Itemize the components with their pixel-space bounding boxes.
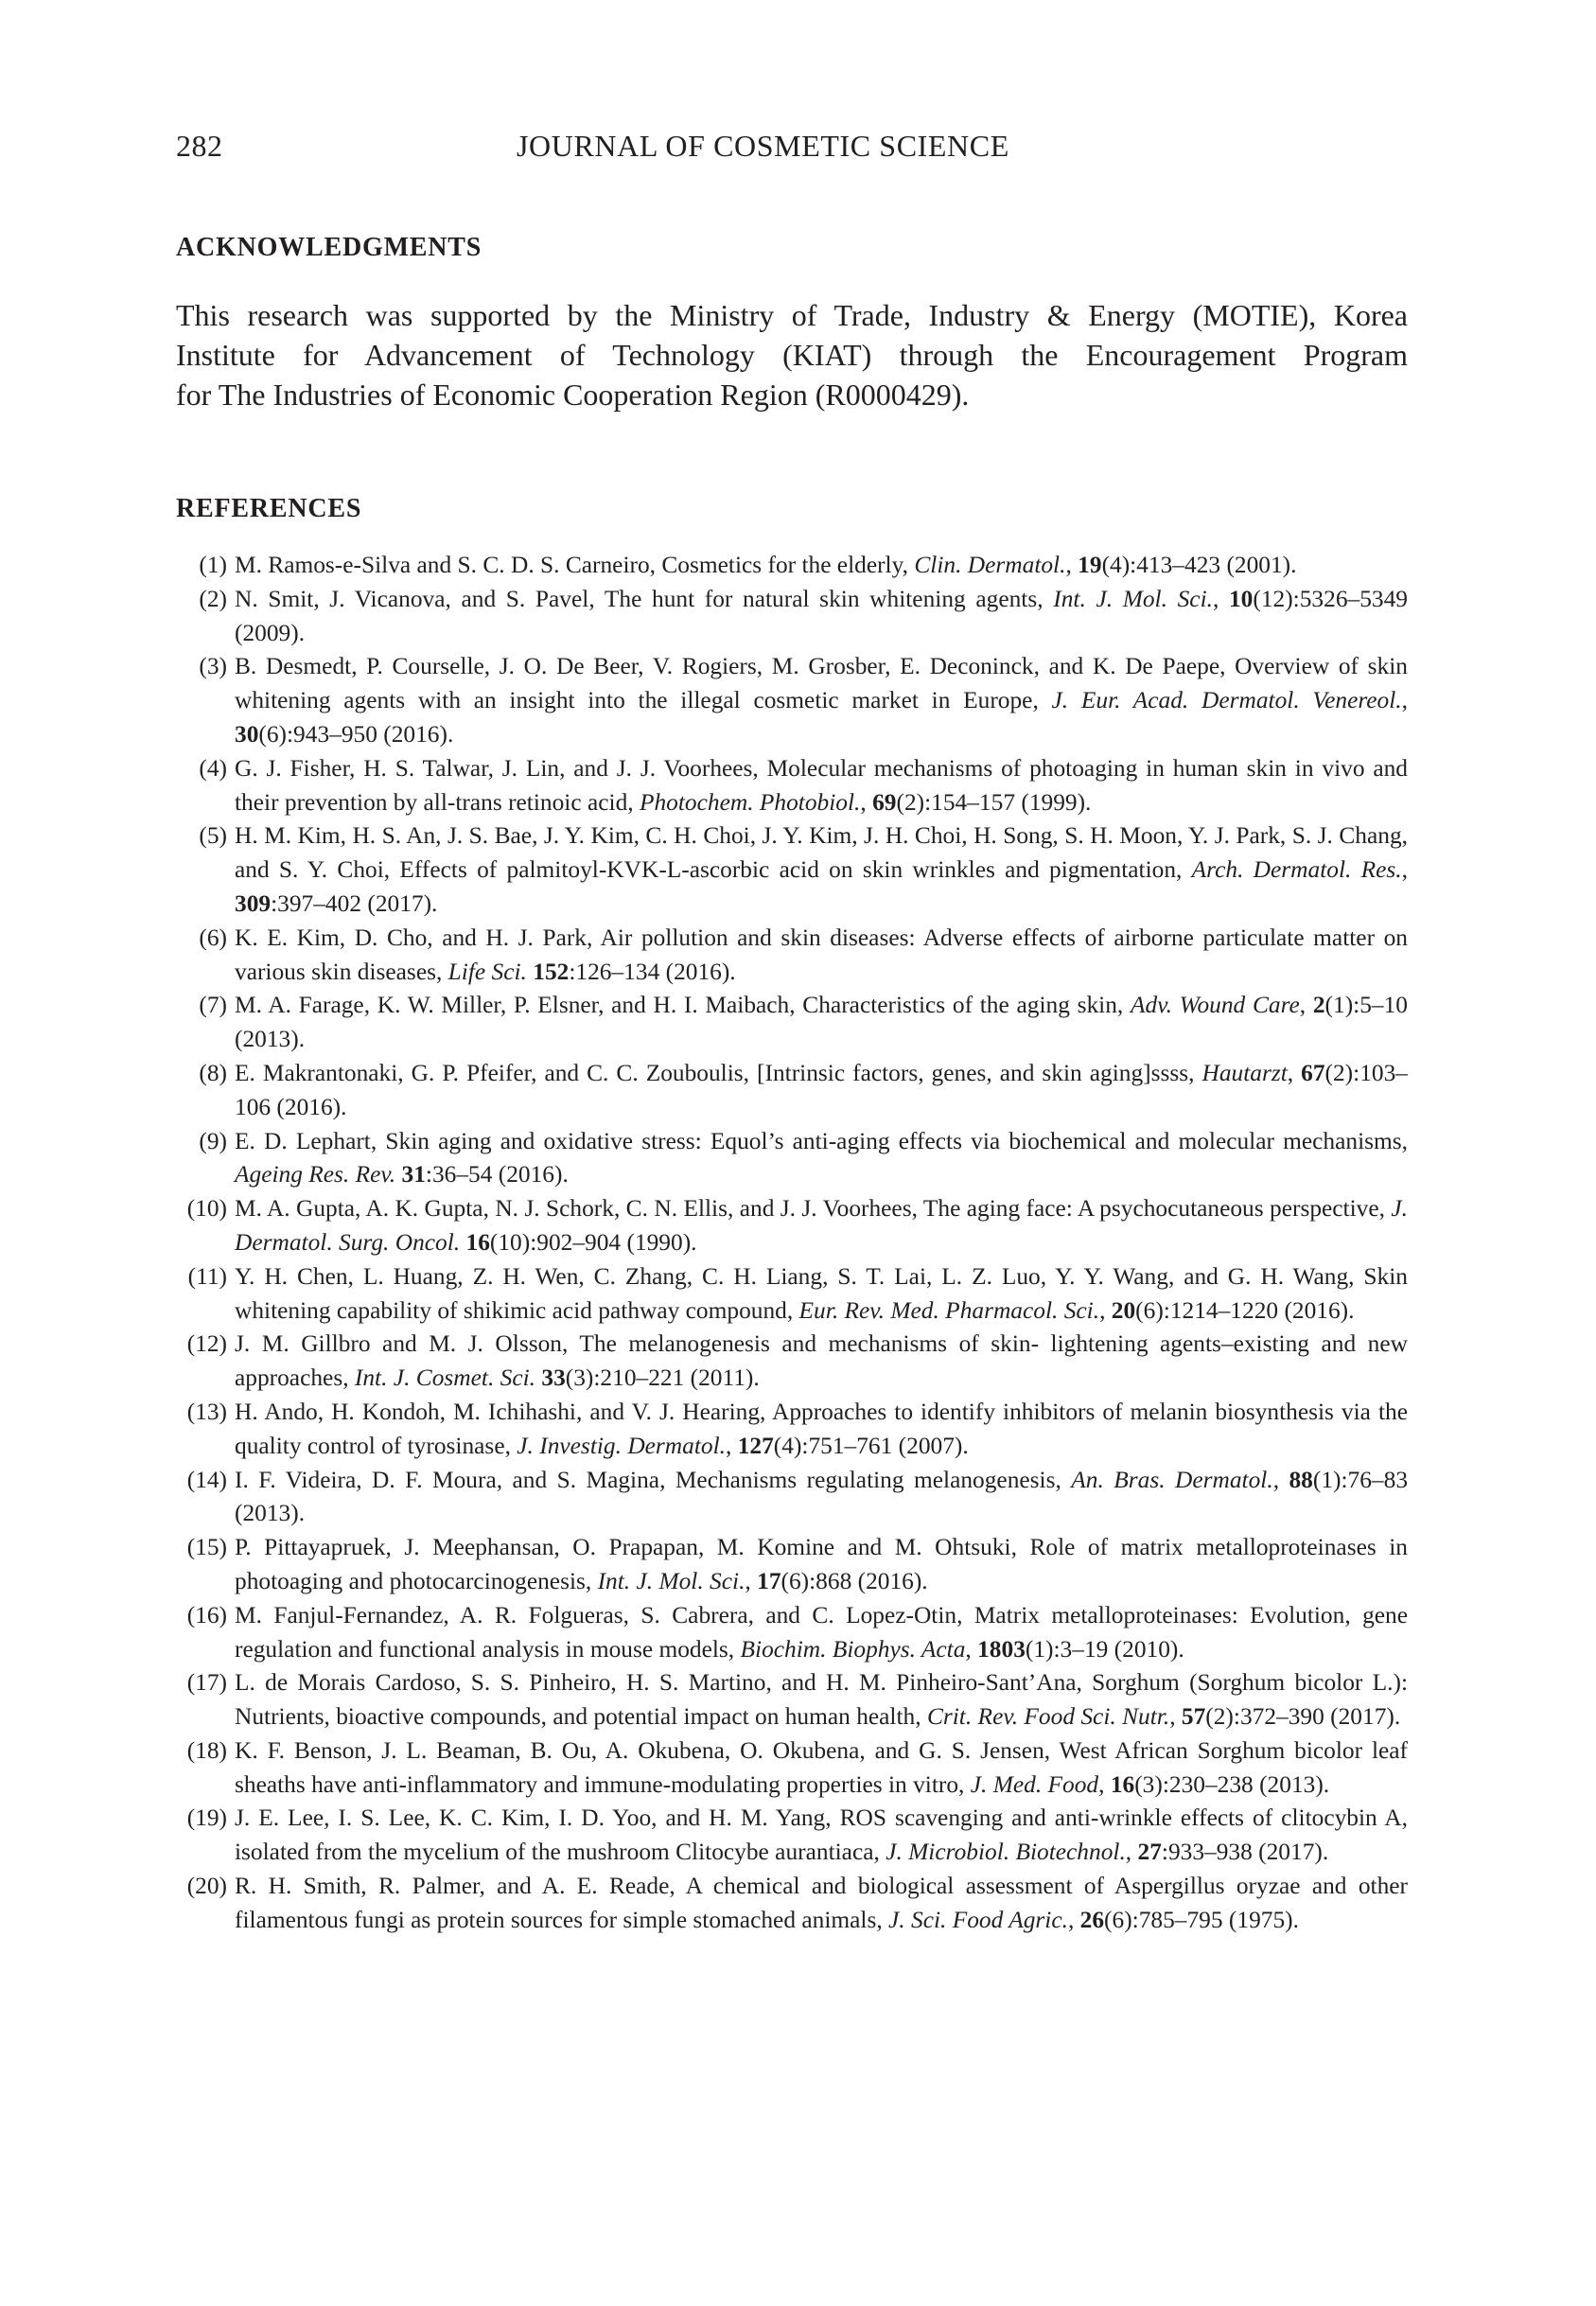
reference-list — [176, 549, 1408, 1938]
reference-journal: Eur. Rev. Med. Pharmacol. Sci. — [798, 1296, 1100, 1324]
reference-authors-title: H. M. Kim, H. S. An, J. S. Bae, J. Y. Kim, C. H. Choi, J. Y. Kim, J. H. Choi, H. Song, S. H. Moon, Y. J. Park, S. J. Chang, and S. Y. Choi, Effects of palmitoyl-KVK-L-ascorbic acid on skin wrinkles and pigmentation, — [235, 822, 1408, 884]
reference-number: (4) — [199, 754, 227, 782]
reference-text — [235, 1328, 1408, 1396]
reference-journal: Photochem. Photobiol. — [639, 788, 861, 816]
reference-separator: , — [1169, 1703, 1182, 1731]
reference-issue-pages: (2):372–390 (2017). — [1205, 1703, 1401, 1731]
page-number: 282 — [176, 129, 223, 163]
reference-authors-title: K. E. Kim, D. Cho, and H. J. Park, Air pollution and skin diseases: Adverse effects of airborne particulate matter on various skin diseases, — [235, 924, 1408, 985]
reference-issue-pages: (6):785–795 (1975). — [1104, 1906, 1299, 1933]
reference-journal: An. Bras. Dermatol. — [1071, 1466, 1273, 1493]
reference-volume: 20 — [1111, 1296, 1136, 1324]
reference-issue-pages: (1):5–10 (2013). — [235, 992, 1408, 1053]
reference-number: (13) — [186, 1398, 227, 1425]
reference-issue-pages: (1):76–83 (2013). — [235, 1466, 1409, 1527]
reference-journal: Int. J. Mol. Sci. — [597, 1567, 745, 1594]
reference-authors-title: M. Ramos-e-Silva and S. C. D. S. Carneiro, Cosmetics for the elderly, — [235, 552, 915, 578]
reference-number: (17) — [186, 1669, 227, 1697]
reference-separator: , — [745, 1567, 758, 1594]
reference-journal: Ageing Res. Rev. — [235, 1161, 396, 1188]
reference-issue-pages: (2):154–157 (1999). — [896, 788, 1092, 816]
reference-item — [176, 1599, 1408, 1667]
reference-volume: 152 — [533, 958, 570, 985]
reference-item — [176, 1057, 1408, 1125]
reference-separator: , — [1065, 552, 1079, 578]
reference-issue-pages: (4):751–761 (2007). — [773, 1432, 969, 1459]
reference-item — [176, 1531, 1408, 1599]
reference-text — [235, 1531, 1408, 1599]
reference-separator: , — [1099, 1296, 1112, 1324]
journal-title: JOURNAL OF COSMETIC SCIENCE — [517, 129, 1009, 163]
reference-text — [235, 989, 1408, 1057]
reference-item — [176, 1464, 1408, 1532]
acknowledgments-line: Institute for Advancement of Technology (KIAT) through the Encouragement Program — [176, 338, 1408, 372]
reference-issue-pages: (1):3–19 (2010). — [1025, 1635, 1184, 1663]
reference-text — [235, 819, 1408, 921]
reference-volume: 1803 — [977, 1635, 1026, 1663]
reference-volume: 67 — [1301, 1059, 1325, 1086]
reference-authors-title: M. A. Gupta, A. K. Gupta, N. J. Schork, C. N. Ellis, and J. J. Voorhees, The aging face: A psychocutaneous perspective, — [235, 1195, 1392, 1223]
reference-issue-pages: (6):943–950 (2016). — [258, 720, 454, 748]
reference-authors-title: E. Makrantonaki, G. P. Pfeifer, and C. C. Zouboulis, [Intrinsic factors, genes, and skin aging]ssss, — [235, 1059, 1202, 1086]
reference-authors-title: Y. H. Chen, L. Huang, Z. H. Wen, C. Zhang, C. H. Liang, S. T. Lai, L. Z. Luo, Y. Y. Wang, and G. H. Wang, Skin whitening capability of shikimic acid pathway compound, — [235, 1262, 1408, 1324]
reference-text — [235, 549, 1408, 583]
reference-item — [176, 922, 1408, 990]
reference-authors-title: P. Pittayapruek, J. Meephansan, O. Prapapan, M. Komine and M. Ohtsuki, Role of matrix metalloproteinases in photoaging and photocarcinogenesis, — [235, 1534, 1408, 1594]
reference-text — [235, 1870, 1408, 1938]
reference-volume: 309 — [235, 889, 272, 917]
reference-issue-pages: :36–54 (2016). — [425, 1161, 569, 1188]
reference-separator: , — [1212, 585, 1229, 612]
reference-text — [235, 1734, 1408, 1803]
reference-item — [176, 1734, 1408, 1803]
reference-authors-title: N. Smit, J. Vicanova, and S. Pavel, The hunt for natural skin whitening agents, — [235, 585, 1054, 612]
reference-text — [235, 752, 1408, 820]
reference-authors-title: G. J. Fisher, H. S. Talwar, J. Lin, and J. J. Voorhees, Molecular mechanisms of photoaging in human skin in vivo and their prevention by all-trans retinoic acid, — [235, 754, 1408, 816]
reference-number: (3) — [199, 653, 227, 680]
reference-separator: , — [1299, 992, 1313, 1019]
reference-journal: Arch. Dermatol. Res. — [1191, 856, 1402, 884]
reference-text — [235, 1125, 1408, 1193]
reference-text — [235, 1464, 1408, 1532]
reference-authors-title: M. A. Farage, K. W. Miller, P. Elsner, and H. I. Maibach, Characteristics of the aging skin, — [235, 992, 1131, 1019]
reference-issue-pages: (12):5326–5349 (2009). — [235, 585, 1408, 646]
reference-separator: , — [860, 788, 873, 816]
reference-separator: , — [1287, 1059, 1302, 1086]
reference-journal: Clin. Dermatol. — [914, 552, 1066, 578]
reference-authors-title: J. M. Gillbro and M. J. Olsson, The melanogenesis and mechanisms of skin- lightening agents–existing and new approaches, — [235, 1330, 1408, 1392]
acknowledgments-line: This research was supported by the Ministry of Trade, Industry & Energy (MOTIE), Korea — [176, 298, 1408, 332]
reference-number: (6) — [199, 924, 227, 951]
reference-item — [176, 819, 1408, 921]
reference-item — [176, 1192, 1408, 1260]
reference-item — [176, 1260, 1408, 1329]
reference-separator: , — [1401, 856, 1408, 884]
reference-number: (8) — [199, 1059, 227, 1086]
reference-number: (20) — [186, 1873, 227, 1900]
reference-journal: J. Sci. Food Agric. — [888, 1906, 1068, 1933]
reference-journal: Int. J. Cosmet. Sci. — [354, 1364, 536, 1392]
reference-number: (10) — [186, 1195, 227, 1223]
reference-volume: 10 — [1228, 585, 1254, 612]
acknowledgments-text — [176, 295, 1408, 414]
reference-separator: , — [1098, 1770, 1111, 1798]
reference-volume: 26 — [1079, 1906, 1105, 1933]
reference-text — [235, 1599, 1408, 1667]
reference-item — [176, 1328, 1408, 1396]
reference-journal: Life Sci. — [447, 958, 527, 985]
reference-journal: Int. J. Mol. Sci. — [1053, 585, 1213, 612]
reference-item — [176, 989, 1408, 1057]
reference-separator: , — [965, 1635, 978, 1663]
reference-number: (12) — [186, 1330, 227, 1358]
reference-number: (5) — [199, 822, 227, 850]
reference-authors-title: R. H. Smith, R. Palmer, and A. E. Reade, A chemical and biological assessment of Aspergillus oryzae and other filamentous fungi as protein sources for simple stomached animals, — [235, 1873, 1408, 1933]
reference-issue-pages: (6):868 (2016). — [780, 1567, 928, 1594]
reference-item — [176, 1870, 1408, 1938]
reference-issue-pages: (3):230–238 (2013). — [1134, 1770, 1330, 1798]
reference-text — [235, 1192, 1408, 1260]
reference-item — [176, 583, 1408, 651]
reference-number: (16) — [186, 1601, 227, 1628]
reference-number: (11) — [187, 1262, 227, 1290]
reference-authors-title: H. Ando, H. Kondoh, M. Ichihashi, and V. J. Hearing, Approaches to identify inhibitors of melanin biosynthesis via the quality control of tyrosinase, — [235, 1398, 1408, 1459]
reference-issue-pages: (4):413–423 (2001). — [1101, 552, 1297, 578]
references-heading: REFERENCES — [176, 494, 362, 523]
reference-text — [235, 1260, 1408, 1329]
reference-text — [235, 650, 1408, 751]
reference-issue-pages: (2):103–106 (2016). — [235, 1059, 1408, 1120]
reference-item — [176, 752, 1408, 820]
reference-volume: 17 — [757, 1567, 781, 1594]
reference-volume: 30 — [235, 720, 259, 748]
reference-item — [176, 1125, 1408, 1193]
reference-number: (2) — [199, 585, 227, 612]
reference-volume: 31 — [401, 1161, 426, 1188]
reference-number: (19) — [186, 1804, 227, 1832]
reference-item — [176, 1666, 1408, 1734]
reference-issue-pages: (3):210–221 (2011). — [565, 1364, 760, 1392]
reference-item — [176, 549, 1408, 583]
reference-volume: 16 — [1110, 1770, 1135, 1798]
reference-volume: 88 — [1289, 1466, 1313, 1493]
running-head — [176, 129, 1406, 170]
reference-authors-title: J. E. Lee, I. S. Lee, K. C. Kim, I. D. Yoo, and H. M. Yang, ROS scavenging and anti-wrinkle effects of clitocybin A, isolated from the mycelium of the mushroom Clitocybe aurantiaca, — [235, 1804, 1408, 1866]
reference-journal: Adv. Wound Care — [1130, 992, 1300, 1019]
reference-number: (15) — [186, 1534, 227, 1561]
reference-authors-title: K. F. Benson, J. L. Beaman, B. Ou, A. Okubena, O. Okubena, and G. S. Jensen, West African Sorghum bicolor leaf sheaths have anti-inflammatory and immune-modulating properties in vitro, — [235, 1736, 1408, 1798]
reference-journal: J. Dermatol. Surg. Oncol. — [235, 1195, 1408, 1256]
reference-separator: , — [726, 1432, 738, 1459]
reference-separator: , — [1272, 1466, 1289, 1493]
reference-separator: , — [1125, 1839, 1138, 1866]
reference-journal: Hautarzt — [1201, 1059, 1288, 1086]
reference-text — [235, 1666, 1408, 1734]
reference-issue-pages: :933–938 (2017). — [1161, 1839, 1329, 1866]
reference-number: (18) — [186, 1736, 227, 1764]
reference-journal: Biochim. Biophys. Acta — [740, 1635, 966, 1663]
reference-authors-title: B. Desmedt, P. Courselle, J. O. De Beer, V. Rogiers, M. Grosber, E. Deconinck, and K. De Paepe, Overview of skin whitening agents with an insight into the illegal cosmetic market in Europe, — [235, 653, 1408, 714]
reference-issue-pages: :126–134 (2016). — [569, 958, 736, 985]
reference-volume: 33 — [541, 1364, 566, 1392]
reference-number: (7) — [199, 992, 227, 1019]
reference-number: (9) — [199, 1127, 227, 1154]
reference-authors-title: I. F. Videira, D. F. Moura, and S. Magina, Mechanisms regulating melanogenesis, — [235, 1466, 1072, 1493]
reference-volume: 16 — [465, 1228, 490, 1256]
reference-journal: J. Microbiol. Biotechnol. — [886, 1839, 1126, 1866]
reference-journal: J. Med. Food — [970, 1770, 1099, 1798]
reference-authors-title: M. Fanjul-Fernandez, A. R. Folgueras, S. Cabrera, and C. Lopez-Otin, Matrix metalloproteinases: Evolution, gene regulation and functional analysis in mouse models, — [235, 1601, 1408, 1663]
reference-journal: Crit. Rev. Food Sci. Nutr. — [926, 1703, 1170, 1731]
reference-journal: J. Eur. Acad. Dermatol. Venereol. — [1051, 687, 1402, 714]
reference-separator: , — [1067, 1906, 1080, 1933]
reference-issue-pages: (6):1214–1220 (2016). — [1135, 1296, 1355, 1324]
reference-item — [176, 650, 1408, 751]
reference-text — [235, 922, 1408, 990]
reference-issue-pages: :397–402 (2017). — [271, 889, 438, 917]
reference-separator: , — [1401, 687, 1409, 714]
reference-volume: 69 — [872, 788, 897, 816]
reference-volume: 127 — [737, 1432, 774, 1459]
reference-text — [235, 583, 1408, 651]
reference-number: (14) — [186, 1466, 227, 1493]
reference-authors-title: E. D. Lephart, Skin aging and oxidative stress: Equol’s anti-aging effects via biochemical and molecular mechanisms, — [235, 1127, 1408, 1154]
acknowledgments-heading: ACKNOWLEDGMENTS — [176, 233, 482, 262]
reference-issue-pages: (10):902–904 (1990). — [489, 1228, 697, 1256]
reference-item — [176, 1396, 1408, 1464]
reference-text — [235, 1396, 1408, 1464]
reference-authors-title: L. de Morais Cardoso, S. S. Pinheiro, H. S. Martino, and H. M. Pinheiro-Sant’Ana, Sorghum (Sorghum bicolor L.): Nutrients, bioactive compounds, and potential impact on human health, — [235, 1669, 1408, 1731]
reference-text — [235, 1057, 1408, 1125]
reference-volume: 57 — [1181, 1703, 1206, 1731]
reference-item — [176, 1802, 1408, 1870]
reference-journal: J. Investig. Dermatol. — [517, 1432, 726, 1459]
reference-volume: 19 — [1078, 552, 1102, 578]
reference-number: (1) — [199, 552, 227, 578]
reference-volume: 2 — [1312, 992, 1325, 1019]
reference-volume: 27 — [1137, 1839, 1162, 1866]
reference-text — [235, 1802, 1408, 1870]
acknowledgments-line: for The Industries of Economic Cooperation Region (R0000429). — [176, 378, 970, 412]
